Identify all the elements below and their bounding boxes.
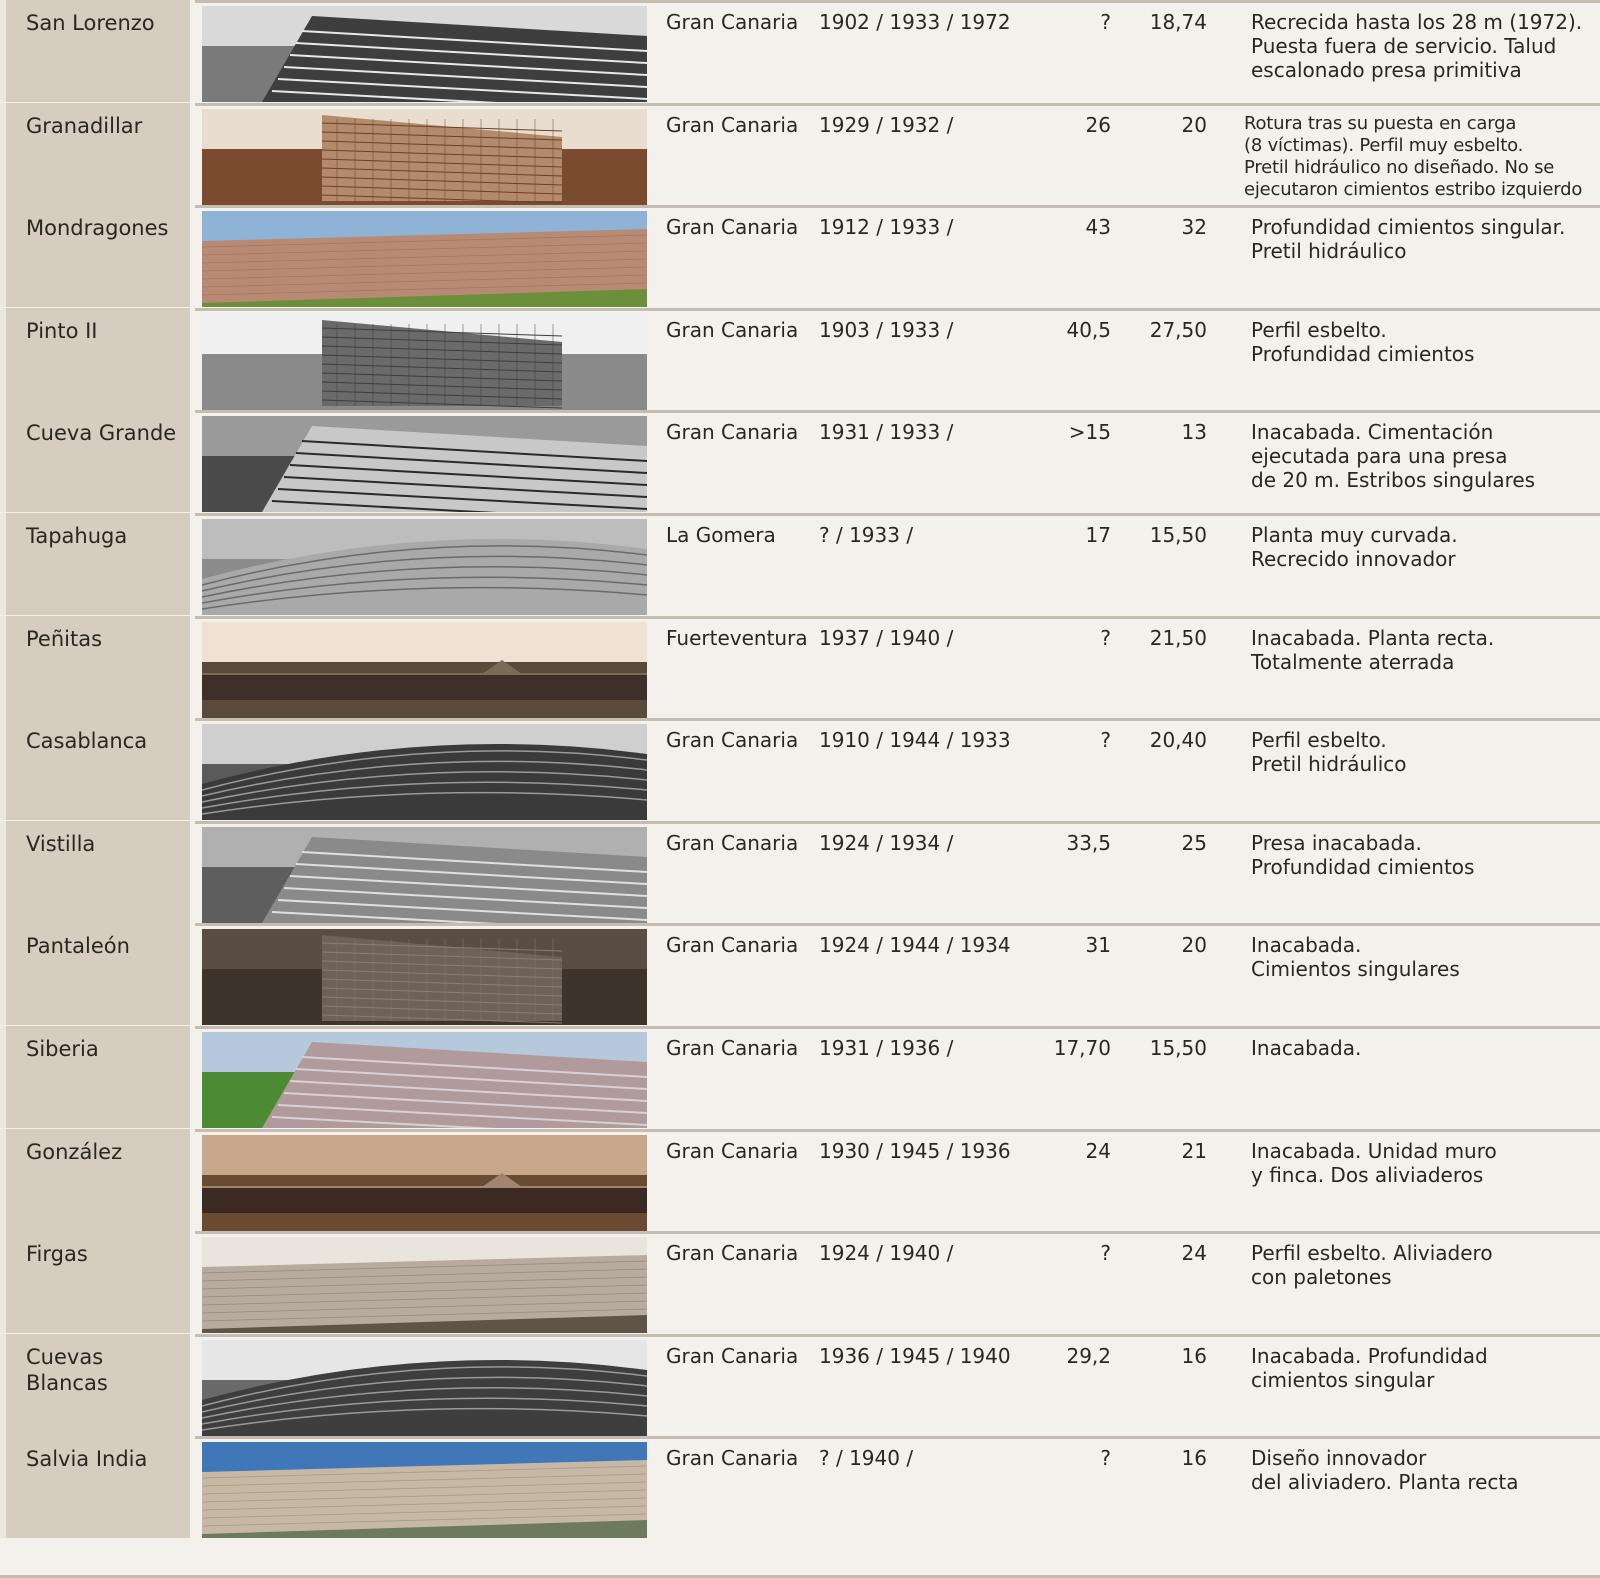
note-line: Inacabada. Planta recta. xyxy=(1251,626,1495,650)
dam-info xyxy=(651,1231,1600,1333)
note-line: con paletones xyxy=(1251,1265,1392,1289)
table-row xyxy=(0,821,1600,923)
cell-edge xyxy=(0,1026,6,1128)
value-cell: 21,50 xyxy=(1149,626,1207,650)
dam-name-cell xyxy=(0,821,195,923)
notes-cell xyxy=(1251,1241,1591,1289)
years-cell: 1924 / 1940 / xyxy=(819,1241,954,1265)
dam-info xyxy=(651,718,1600,820)
island-cell: Gran Canaria xyxy=(666,420,799,444)
note-line: y finca. Dos aliviaderos xyxy=(1251,1163,1484,1187)
island-cell: Gran Canaria xyxy=(666,215,799,239)
years-cell: 1924 / 1934 / xyxy=(819,831,954,855)
island-cell: Gran Canaria xyxy=(666,728,799,752)
cell-edge xyxy=(0,205,6,307)
dam-photo xyxy=(202,929,647,1025)
dam-name: Salvia India xyxy=(26,1447,148,1471)
note-line: Profundidad cimientos singular. xyxy=(1251,215,1566,239)
height-cell: 17,70 xyxy=(1053,1036,1111,1060)
note-line: Inacabada. Unidad muro xyxy=(1251,1139,1497,1163)
dam-name-cell xyxy=(0,308,195,410)
height-cell: 17 xyxy=(1085,523,1111,547)
height-cell: 40,5 xyxy=(1066,318,1111,342)
years-cell: 1936 / 1945 / 1940 xyxy=(819,1344,1011,1368)
dam-name: Siberia xyxy=(26,1037,99,1061)
dam-info xyxy=(651,1334,1600,1436)
dam-name: Casablanca xyxy=(26,729,148,753)
dam-photo xyxy=(202,1340,647,1436)
years-cell: 1903 / 1933 / xyxy=(819,318,954,342)
note-line: Perfil esbelto. xyxy=(1251,728,1387,752)
table-row xyxy=(0,616,1600,718)
years-cell: 1924 / 1944 / 1934 xyxy=(819,933,1011,957)
height-cell: 29,2 xyxy=(1066,1344,1111,1368)
table-row xyxy=(0,410,1600,512)
note-line: Cimientos singulares xyxy=(1251,957,1460,981)
note-line: Recrecida hasta los 28 m (1972). xyxy=(1251,10,1583,34)
dam-photo xyxy=(202,827,647,923)
note-line: Puesta fuera de servicio. Talud xyxy=(1251,34,1557,58)
height-cell: ? xyxy=(1100,10,1111,34)
dam-name: San Lorenzo xyxy=(26,11,155,35)
dam-name-cell xyxy=(0,0,195,102)
notes-cell xyxy=(1251,420,1591,492)
note-line: Diseño innovador xyxy=(1251,1446,1427,1470)
table-row xyxy=(0,1436,1600,1538)
dam-info xyxy=(651,513,1600,615)
note-line: Recrecido innovador xyxy=(1251,547,1456,571)
island-cell: Gran Canaria xyxy=(666,1139,799,1163)
dam-info xyxy=(651,1026,1600,1128)
island-cell: Gran Canaria xyxy=(666,113,799,137)
dam-name-cell xyxy=(0,1129,195,1231)
note-line: Planta muy curvada. xyxy=(1251,523,1458,547)
notes-cell xyxy=(1251,215,1591,263)
note-line: Profundidad cimientos xyxy=(1251,855,1475,879)
dam-info xyxy=(651,1129,1600,1231)
height-cell: >15 xyxy=(1068,420,1111,444)
notes-cell xyxy=(1251,10,1591,82)
dam-name: Firgas xyxy=(26,1242,88,1266)
notes-cell xyxy=(1251,1344,1591,1392)
dam-name-cell xyxy=(0,1026,195,1128)
island-cell: Gran Canaria xyxy=(666,933,799,957)
notes-cell xyxy=(1251,933,1591,981)
years-cell: 1902 / 1933 / 1972 xyxy=(819,10,1011,34)
notes-cell xyxy=(1251,1139,1591,1187)
cell-edge xyxy=(0,821,6,923)
notes-cell xyxy=(1251,523,1591,571)
dam-photo xyxy=(202,1135,647,1231)
years-cell: 1937 / 1940 / xyxy=(819,626,954,650)
table-row xyxy=(0,923,1600,1025)
height-cell: 26 xyxy=(1085,113,1111,137)
dam-name: Pantaleón xyxy=(26,934,130,958)
value-cell: 20 xyxy=(1181,933,1207,957)
notes-cell xyxy=(1244,113,1584,201)
dam-name-cell xyxy=(0,1231,195,1333)
notes-cell xyxy=(1251,831,1591,879)
value-cell: 13 xyxy=(1181,420,1207,444)
dam-name: Vistilla xyxy=(26,832,96,856)
dam-name-cell xyxy=(0,616,195,718)
island-cell: Gran Canaria xyxy=(666,1036,799,1060)
note-line: Pretil hidráulico xyxy=(1251,752,1407,776)
dam-name: Cueva Grande xyxy=(26,421,177,445)
value-cell: 25 xyxy=(1181,831,1207,855)
dam-photo xyxy=(202,1442,647,1538)
note-line: Profundidad cimientos xyxy=(1251,342,1475,366)
years-cell: ? / 1940 / xyxy=(819,1446,914,1470)
dam-info xyxy=(651,205,1600,307)
dam-photo xyxy=(202,519,647,615)
dam-photo xyxy=(202,1237,647,1333)
dam-info xyxy=(651,410,1600,512)
table-row xyxy=(0,718,1600,820)
note-line: (8 víctimas). Perfil muy esbelto. xyxy=(1244,135,1524,156)
note-line: del aliviadero. Planta recta xyxy=(1251,1470,1519,1494)
notes-cell xyxy=(1251,318,1591,366)
dam-name: Mondragones xyxy=(26,216,169,240)
dam-name-cell xyxy=(0,1436,195,1538)
value-cell: 16 xyxy=(1181,1344,1207,1368)
height-cell: ? xyxy=(1100,1241,1111,1265)
cell-edge xyxy=(0,410,6,512)
table-row xyxy=(0,205,1600,307)
notes-cell xyxy=(1251,626,1591,674)
value-cell: 16 xyxy=(1181,1446,1207,1470)
height-cell: ? xyxy=(1100,626,1111,650)
dam-info xyxy=(651,821,1600,923)
cell-edge xyxy=(0,1231,6,1333)
dam-name-cell xyxy=(0,1334,195,1436)
dam-name: Cuevas Blancas xyxy=(26,1345,108,1395)
island-cell: Gran Canaria xyxy=(666,831,799,855)
note-line: Inacabada. xyxy=(1251,1036,1362,1060)
cell-edge xyxy=(0,1436,6,1538)
years-cell: 1910 / 1944 / 1933 xyxy=(819,728,1011,752)
cell-edge xyxy=(0,1334,6,1436)
note-line: Pretil hidráulico no diseñado. No se xyxy=(1244,157,1555,178)
note-line: Pretil hidráulico xyxy=(1251,239,1407,263)
height-cell: 33,5 xyxy=(1066,831,1111,855)
years-cell: 1912 / 1933 / xyxy=(819,215,954,239)
dam-name: Peñitas xyxy=(26,627,103,651)
note-line: ejecutada para una presa xyxy=(1251,444,1508,468)
dam-name: Pinto II xyxy=(26,319,98,343)
note-line: Presa inacabada. xyxy=(1251,831,1422,855)
cell-edge xyxy=(0,103,6,205)
years-cell: 1931 / 1933 / xyxy=(819,420,954,444)
height-cell: 43 xyxy=(1085,215,1111,239)
island-cell: Fuerteventura xyxy=(666,626,808,650)
note-line: ejecutaron cimientos estribo izquierdo xyxy=(1244,179,1583,200)
dam-info xyxy=(651,0,1600,102)
years-cell: 1929 / 1932 / xyxy=(819,113,954,137)
cell-edge xyxy=(0,513,6,615)
dam-info xyxy=(651,308,1600,410)
dam-name-cell xyxy=(0,103,195,205)
cell-edge xyxy=(0,616,6,718)
table-row xyxy=(0,0,1600,102)
notes-cell xyxy=(1251,728,1591,776)
value-cell: 18,74 xyxy=(1149,10,1207,34)
table-row xyxy=(0,1334,1600,1436)
island-cell: Gran Canaria xyxy=(666,1344,799,1368)
dam-name-cell xyxy=(0,410,195,512)
dam-photo xyxy=(202,314,647,410)
dam-photo xyxy=(202,6,647,102)
note-line: Inacabada. Cimentación xyxy=(1251,420,1494,444)
table-row xyxy=(0,1026,1600,1128)
dam-info xyxy=(651,1436,1600,1538)
dam-info xyxy=(651,103,1600,205)
note-line: Rotura tras su puesta en carga xyxy=(1244,113,1517,134)
note-line: de 20 m. Estribos singulares xyxy=(1251,468,1536,492)
years-cell: ? / 1933 / xyxy=(819,523,914,547)
table-row xyxy=(0,1231,1600,1333)
notes-cell xyxy=(1251,1036,1591,1060)
height-cell: ? xyxy=(1100,728,1111,752)
cell-edge xyxy=(0,0,6,102)
dam-name: Granadillar xyxy=(26,114,143,138)
note-line: Inacabada. Profundidad xyxy=(1251,1344,1488,1368)
cell-edge xyxy=(0,308,6,410)
dam-name-cell xyxy=(0,718,195,820)
height-cell: 24 xyxy=(1085,1139,1111,1163)
cell-edge xyxy=(0,923,6,1025)
dam-info xyxy=(651,616,1600,718)
dam-photo xyxy=(202,211,647,307)
note-line: Perfil esbelto. Aliviadero xyxy=(1251,1241,1493,1265)
height-cell: 31 xyxy=(1085,933,1111,957)
note-line: Totalmente aterrada xyxy=(1251,650,1455,674)
cell-edge xyxy=(0,1129,6,1231)
height-cell: ? xyxy=(1100,1446,1111,1470)
dam-photo xyxy=(202,622,647,718)
dam-photo xyxy=(202,109,647,205)
table-row xyxy=(0,513,1600,615)
value-cell: 15,50 xyxy=(1149,1036,1207,1060)
note-line: escalonado presa primitiva xyxy=(1251,58,1522,82)
value-cell: 27,50 xyxy=(1149,318,1207,342)
island-cell: La Gomera xyxy=(666,523,776,547)
value-cell: 21 xyxy=(1181,1139,1207,1163)
dam-info xyxy=(651,923,1600,1025)
table-row xyxy=(0,1129,1600,1231)
value-cell: 20 xyxy=(1181,113,1207,137)
dam-photo xyxy=(202,416,647,512)
years-cell: 1931 / 1936 / xyxy=(819,1036,954,1060)
cell-edge xyxy=(0,718,6,820)
dam-name-cell xyxy=(0,205,195,307)
dam-name: González xyxy=(26,1140,123,1164)
dam-photo xyxy=(202,724,647,820)
value-cell: 32 xyxy=(1181,215,1207,239)
table-row xyxy=(0,308,1600,410)
dam-name: Tapahuga xyxy=(26,524,128,548)
dam-photo xyxy=(202,1032,647,1128)
note-line: Perfil esbelto. xyxy=(1251,318,1387,342)
dam-name-cell xyxy=(0,513,195,615)
value-cell: 20,40 xyxy=(1149,728,1207,752)
dam-name-cell xyxy=(0,923,195,1025)
years-cell: 1930 / 1945 / 1936 xyxy=(819,1139,1011,1163)
island-cell: Gran Canaria xyxy=(666,318,799,342)
note-line: cimientos singular xyxy=(1251,1368,1435,1392)
value-cell: 15,50 xyxy=(1149,523,1207,547)
island-cell: Gran Canaria xyxy=(666,1446,799,1470)
table-row xyxy=(0,103,1600,205)
island-cell: Gran Canaria xyxy=(666,1241,799,1265)
notes-cell xyxy=(1251,1446,1591,1494)
value-cell: 24 xyxy=(1181,1241,1207,1265)
note-line: Inacabada. xyxy=(1251,933,1362,957)
island-cell: Gran Canaria xyxy=(666,10,799,34)
